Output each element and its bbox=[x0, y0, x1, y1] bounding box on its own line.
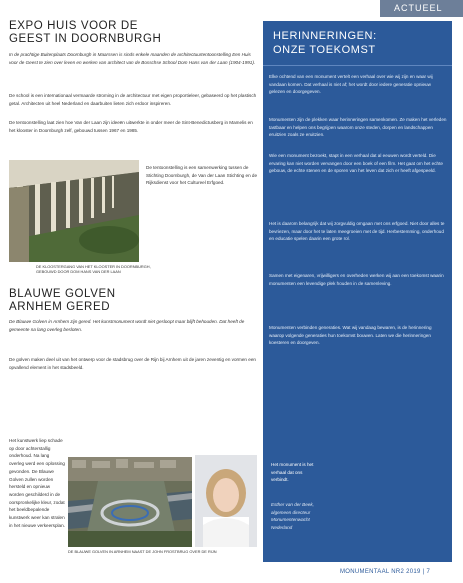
article1-title-line1: EXPO HUIS VOOR DE bbox=[9, 20, 139, 32]
article1-paragraph-2: De tentoonstelling laat zien hoe Van der Laan zijn ideeën uitwerkte in onder meer de Sint-Benedictusberg in Mamelis en het klooster in Doornburgh zelf, gebouwd tussen 1967 en 1985. bbox=[9, 120, 253, 133]
footer-page-number: 7 bbox=[426, 569, 431, 575]
article-expo-huis bbox=[9, 20, 257, 142]
author-portrait-photo bbox=[195, 455, 257, 547]
sidebar-paragraph-2: Monumenten zijn de plekken waar herinneringen samenkomen. Ze maken het verleden tastbaar en helpen ons begrijpen waarom onze steden, dorpen en landschappen eruitzien zoals ze eruitzien. bbox=[269, 117, 447, 138]
sidebar-paragraph-5: Samen met eigenaren, vrijwilligers en overheden werken wij aan een toekomst waarin monumenten een levendige plek houden in de samenleving. bbox=[269, 273, 444, 286]
author-caption: Esther van der Beek, algemeen directeur Monumentenwacht Nederland bbox=[271, 502, 314, 531]
article2-paragraph-1: De golven maken deel uit van het ontwerp voor de stadsbrug over de Rijn bij Arnhem uit de jaren zeventig en vormen een opvallend element in het stadsbeeld. bbox=[9, 357, 256, 370]
sidebar-title-line1: HERINNERINGEN: bbox=[273, 30, 377, 42]
article1-title-line2: GEEST IN DOORNBURGH bbox=[9, 32, 162, 45]
article2-caption: DE BLAUWE GOLVEN IN ARNHEM NAAST DE JOHN FROSTBRUG OVER DE RIJN bbox=[68, 549, 217, 554]
sidebar-paragraph-3: Wie een monument bezoekt, stapt in een verhaal dat al eeuwen wordt verteld. Die ervaring kan niet worden vervangen door een boek of een film. Het gaat om het echte gebouw, de echte stenen en de sporen van het leven dat zich er heeft afgespeeld. bbox=[269, 153, 443, 174]
article1-paragraph-1: De school is een internationaal vermaarde stroming in de architectuur met eigen proportieleer, gebaseerd op het plastisch getal. Architecten uit heel Nederland en daarbuiten lieten zich erdoor inspireren. bbox=[9, 93, 257, 106]
article2-title-line2: ARNHEM GERED bbox=[9, 300, 111, 313]
page-footer: MONUMENTAAL NR2 2019 | 7 bbox=[340, 569, 431, 575]
article1-intro: In de prachtige Buitenplaats Doornburgh in Maarssen is sinds enkele maanden de architectuurtentoonstelling Een Huis voor de Geest te zien over leven en werken van architect van de Bosschse School Dom Hans van der Laan (1904-1991). bbox=[9, 52, 256, 65]
article2-title-line1: BLAUWE GOLVEN bbox=[9, 288, 116, 300]
sidebar-column bbox=[263, 21, 452, 562]
sidebar-paragraph-6: Monumenten verbinden generaties. Wat wij vandaag bewaren, is de herinnering waarop volgende generaties hun toekomst bouwen. Laten we die herinneringen koesteren en doorgeven. bbox=[269, 325, 432, 346]
cloister-photo bbox=[9, 160, 139, 262]
section-label: ACTUEEL bbox=[394, 3, 443, 13]
sidebar-quote: Het monument is het verhaal dat ons verbindt. bbox=[271, 462, 314, 483]
bridge-aerial-photo bbox=[68, 457, 192, 547]
article-blauwe-golven bbox=[9, 288, 257, 386]
article1-caption: DE KLOOSTERGANG VAN HET KLOOSTER IN DOORNBURGH, GEBOUWD DOOR DOM HANS VAN DER LAAN bbox=[36, 264, 151, 275]
section-header bbox=[380, 0, 463, 17]
article1-paragraph-3: De tentoonstelling is een samenwerking tussen de Stichting Doornburgh, de Van der Laan Stichting en de Rijksdienst voor het Cultureel Erfgoed. bbox=[146, 165, 257, 186]
article2-intro: De Blauwe Golven in Arnhem zijn gered. Het kunstmonument wordt niet gesloopt maar blijft behouden. Dat heeft de gemeente na lang overleg besloten. bbox=[9, 319, 245, 332]
sidebar-title-box bbox=[263, 21, 452, 66]
sidebar-paragraph-1: Elke ochtend van een monument vertelt een verhaal over wie wij zijn en waar wij vandaan komen. Dat verhaal is niet af; het wordt door iedere generatie opnieuw gelezen en doorgegeven. bbox=[269, 74, 433, 95]
footer-magazine: MONUMENTAAL NR2 2019 bbox=[340, 569, 421, 575]
sidebar-paragraph-4: Het is daarom belangrijk dat wij zorgvuldig omgaan met ons erfgoed. Niet door alles te bevriezen, maar door het te laten meegroeien met de tijd. Herbestemming, onderhoud en educatie spelen daarin een grote rol. bbox=[269, 221, 445, 242]
article2-paragraph-2: Het kunstwerk liep schade op door achterstallig onderhoud. Na lang overleg werd een oplossing gevonden. De Blauwe Golven zullen worden hersteld en opnieuw worden geschilderd in de oorspronkelijke kleur, zodat het beeldbepalende kunstwerk weer kan stralen in het nieuwe verkeersplan. bbox=[9, 438, 65, 528]
sidebar-title-line2: ONZE TOEKOMST bbox=[273, 44, 376, 56]
